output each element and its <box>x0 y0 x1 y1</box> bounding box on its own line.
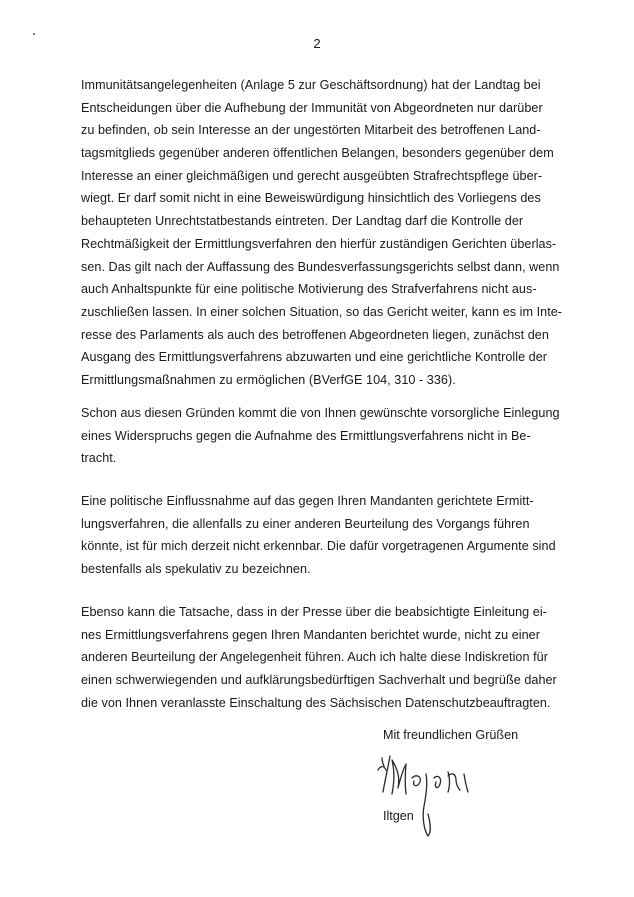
text-line: Immunitätsangelegenheiten (Anlage 5 zur Geschäftsordnung) hat der Landtag bei <box>81 78 541 92</box>
scan-dot <box>33 33 35 35</box>
text-line: Interesse an einer gleichmäßigen und gerecht ausgeübten Strafrechtspflege über- <box>81 168 543 183</box>
text-line: Entscheidungen über die Aufhebung der Immunität von Abgeordneten nur darüber <box>81 100 543 115</box>
text-line: Rechtmäßigkeit der Ermittlungsverfahren den hierfür zuständigen Gerichten überlas- <box>81 236 557 251</box>
text-line: tracht. <box>81 451 117 466</box>
text-line: eines Widerspruchs gegen die Aufnahme des Ermittlungsverfahrens nicht in Be- <box>81 428 531 443</box>
text-line: lungsverfahren, die allenfalls zu einer anderen Beurteilung des Vorgangs führen <box>81 516 530 531</box>
paragraph-political-influence <box>81 490 561 581</box>
text-line: die von Ihnen veranlasste Einschaltung des Sächsischen Datenschutzbeauftragten. <box>81 695 551 710</box>
text-line: auch Anhaltspunkte für eine politische Motivierung des Strafverfahrens nicht aus- <box>81 282 537 297</box>
text-line: könnte, ist für mich derzeit nicht erkennbar. Die dafür vorgetragenen Argumente sind <box>81 539 556 554</box>
text-line: sen. Das gilt nach der Auffassung des Bundesverfassungsgerichts selbst dann, wenn <box>81 259 560 274</box>
text-line: Ausgang des Ermittlungsverfahrens abzuwarten und eine gerichtliche Kontrolle der <box>81 350 548 365</box>
text-line: Ermittlungsmaßnahmen zu ermöglichen (BVerfGE 104, 310 - 336). <box>81 372 456 387</box>
text-line: bestenfalls als spekulativ zu bezeichnen. <box>81 562 311 577</box>
text-line: anderen Beurteilung der Angelegenheit führen. Auch ich halte diese Indiskretion für <box>81 650 548 665</box>
text-line: tagsmitglieds gegenüber anderen öffentlichen Belangen, besonders gegenüber dem <box>81 146 554 161</box>
text-line: zuschließen lassen. In einer solchen Situation, so das Gericht weiter, kann es im Inte- <box>81 304 563 319</box>
text-line: Eine politische Einflussnahme auf das gegen Ihren Mandanten gerichtete Ermitt- <box>81 494 534 508</box>
paragraph-objection <box>81 402 561 470</box>
handwritten-signature <box>368 748 478 844</box>
text-line: nes Ermittlungsverfahrens gegen Ihren Mandanten berichtet wurde, nicht zu einer <box>81 627 540 642</box>
text-line: zu befinden, ob sein Interesse an der ungestörten Mitarbeit des betroffenen Land- <box>81 123 541 138</box>
text-line: Schon aus diesen Gründen kommt die von Ihnen gewünschte vorsorgliche Einlegung <box>81 406 560 420</box>
text-line: wiegt. Er darf somit nicht in eine Beweiswürdigung hinsichtlich des Vorliegens des <box>81 191 541 206</box>
paragraph-press <box>81 601 561 714</box>
page-number: 2 <box>313 36 321 51</box>
text-line: behaupteten Unrechtstatbestands eintreten. Der Landtag darf die Kontrolle der <box>81 214 524 229</box>
text-line: einen schwerwiegenden und aufklärungsbedürftigen Sachverhalt und begrüße daher <box>81 673 557 688</box>
signer-name: Iltgen <box>383 809 414 823</box>
paragraph-immunity <box>81 74 561 392</box>
text-line: Ebenso kann die Tatsache, dass in der Presse über die beabsichtigte Einleitung ei- <box>81 605 547 619</box>
closing-salutation: Mit freundlichen Grüßen <box>383 728 519 742</box>
text-line: resse des Parlaments als auch des betroffenen Abgeordneten liegen, zunächst den <box>81 327 549 342</box>
